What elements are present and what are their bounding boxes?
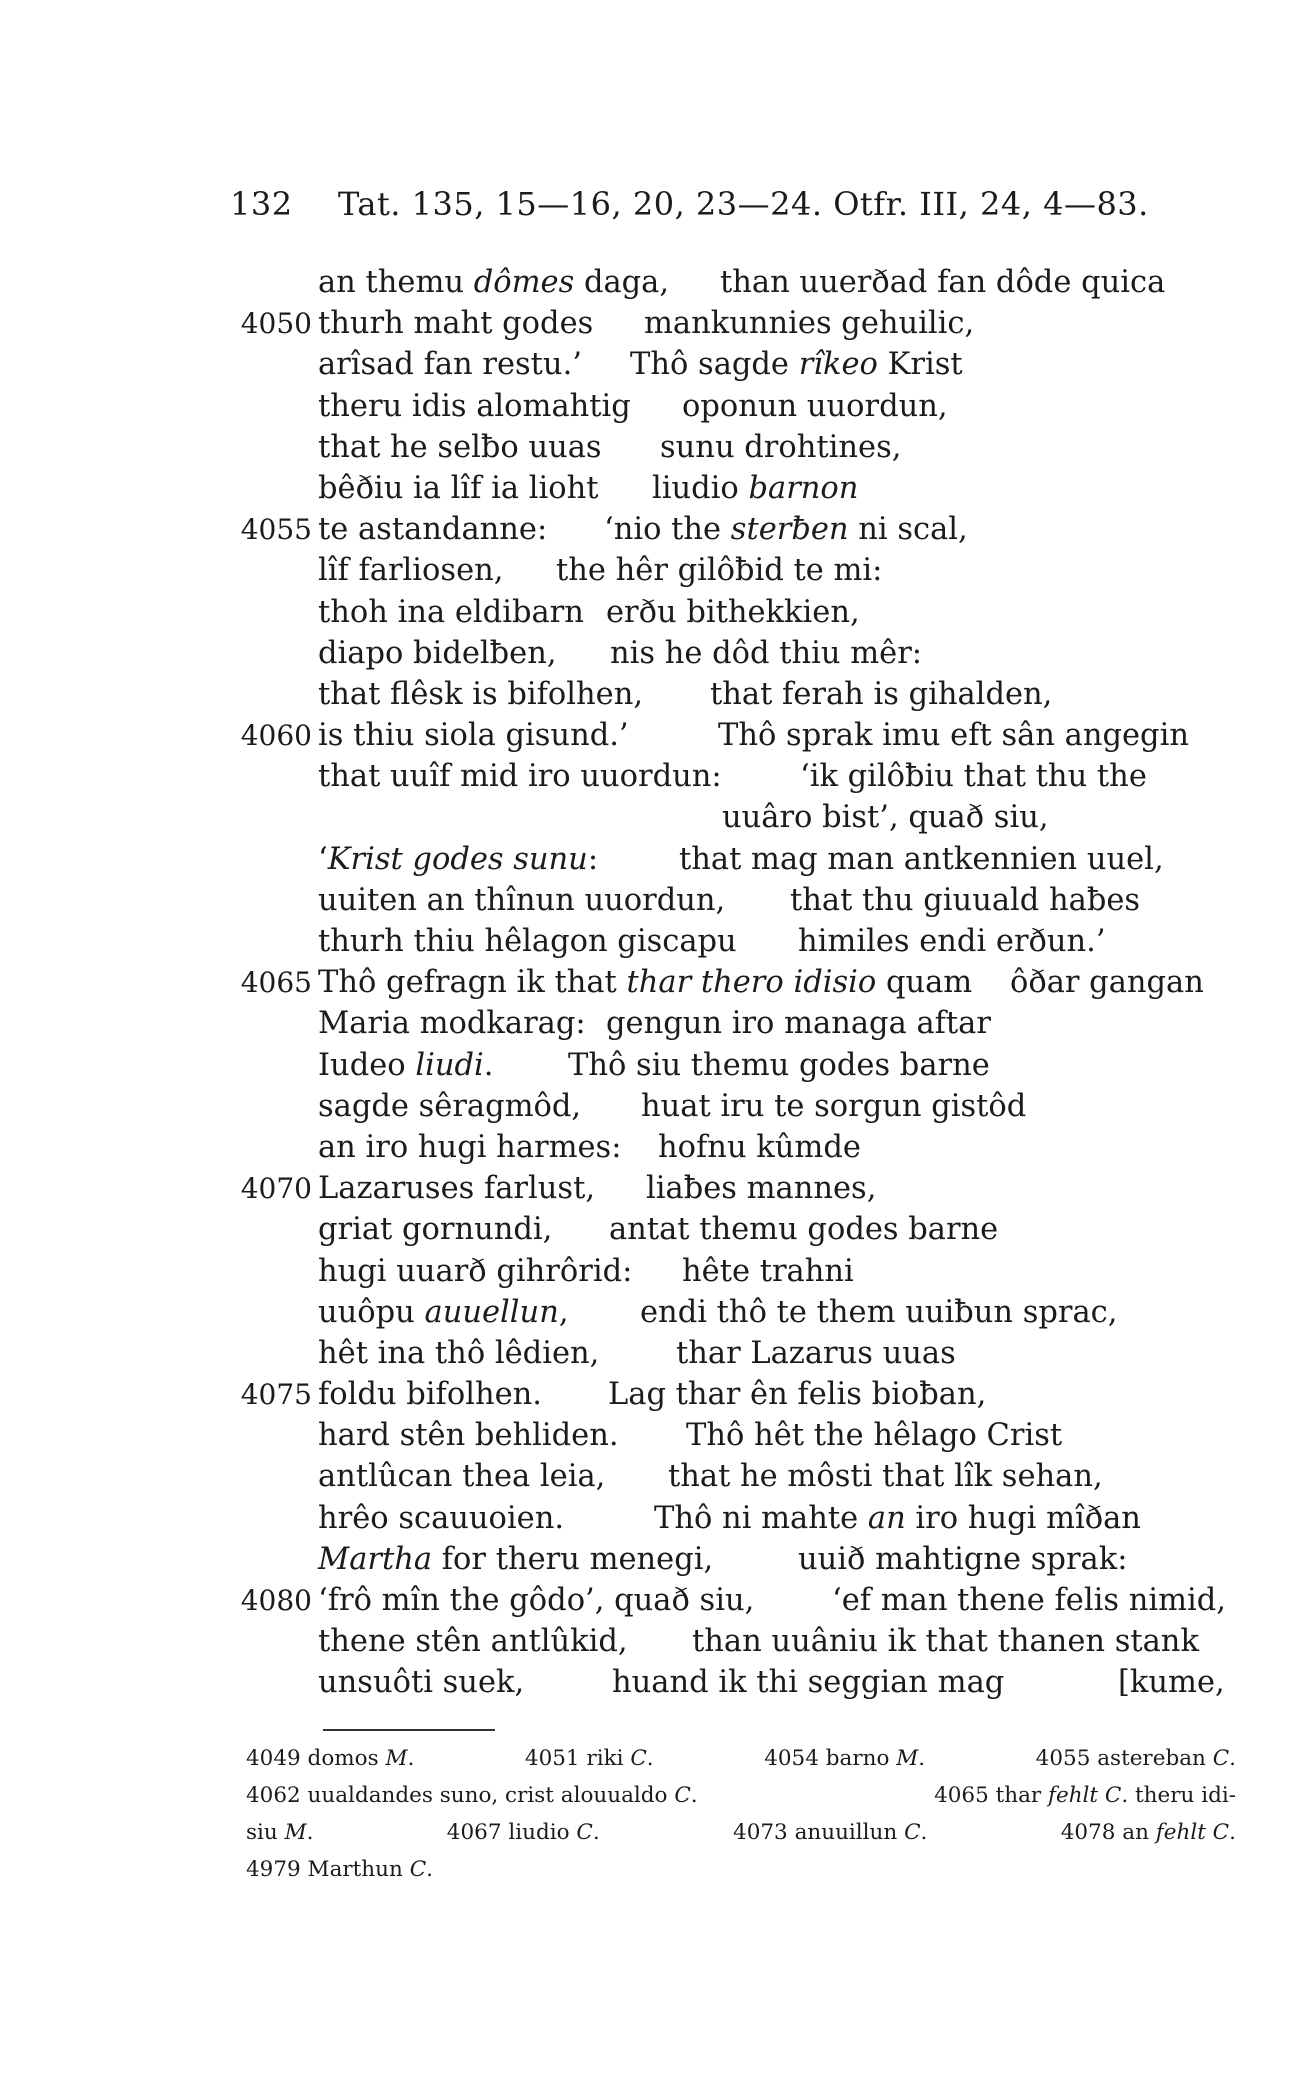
- verse-a-half: ‘frô mîn the gôdo’, quað siu,: [318, 1583, 755, 1618]
- verse-b-half: Thô siu themu godes barne: [568, 1047, 990, 1083]
- verse-b-half: ‘ef man thene felis nimid,: [832, 1583, 1226, 1618]
- line-tail: [kume,: [1118, 1665, 1225, 1701]
- line-number: 4070: [240, 1172, 312, 1206]
- verse-b-half: than uuâniu ik that thanen stank: [692, 1624, 1199, 1660]
- verse-b-half: the hêr gilôƀid te mi:: [556, 553, 883, 589]
- footnote-entry: 4067 liudio C.: [446, 1820, 600, 1845]
- verse-b-half: that mag man antkennien uuel,: [679, 841, 1164, 877]
- line-number: 4080: [240, 1584, 312, 1617]
- footnote-entry: 4055 astereban C.: [1035, 1746, 1236, 1771]
- verse-b-half: antat themu godes barne: [609, 1212, 999, 1248]
- verse-a-half: thurh maht godes: [318, 306, 594, 342]
- verse-a-half: uuiten an thînun uuordun,: [318, 882, 726, 918]
- verse-a-half: thene stên antlûkid,: [318, 1624, 628, 1660]
- verse-a-half: Iudeo liudi.: [318, 1047, 494, 1083]
- footnote-entry: siu M.: [246, 1820, 314, 1845]
- verse-b-half: gengun iro managa aftar: [606, 1006, 991, 1042]
- verse-a-half: an iro hugi harmes:: [318, 1129, 622, 1165]
- verse-b-half: Thô sagde rîkeo Krist: [630, 347, 963, 383]
- verse-a-half: an themu dômes daga,: [318, 265, 670, 300]
- footnotes: [246, 1740, 1236, 1888]
- footnote-entry: 4051 riki C.: [524, 1746, 654, 1771]
- verse-a-half: arîsad fan restu.’: [318, 347, 582, 383]
- verse-a-half: foldu bifolhen.: [318, 1377, 542, 1413]
- verse-a-half: antlûcan thea leia,: [318, 1459, 606, 1495]
- verse-a-half: unsuôti suek,: [318, 1665, 525, 1701]
- line-number: 4075: [240, 1378, 312, 1412]
- verse-b-half: that ferah is gihalden,: [710, 676, 1053, 712]
- verse-a-half: Lazaruses farlust,: [318, 1171, 596, 1207]
- verse-b-half: that thu giuuald haƀes: [790, 882, 1141, 918]
- verse-b-half: that he môsti that lîk sehan,: [668, 1459, 1103, 1495]
- verse-b-half: ‘ik gilôƀiu that thu the: [800, 759, 1147, 795]
- verse-a-half: theru idis alomahtig: [318, 388, 631, 424]
- footnote-line: [246, 1814, 1236, 1851]
- verse-a-half: ‘Krist godes sunu:: [318, 841, 599, 877]
- verse-a-half: Maria modkarag:: [318, 1006, 586, 1042]
- verse-a-half: sagde sêragmôd,: [318, 1088, 582, 1124]
- verse-a-half: thoh ina eldibarn: [318, 594, 584, 630]
- verse-a-half: that flêsk is bifolhen,: [318, 676, 644, 712]
- verse-b-half: uuið mahtigne sprak:: [798, 1541, 1128, 1577]
- verse-a-half: Thô gefragn ik that thar thero idisio quam: [318, 965, 973, 1001]
- verse-b-half: oponun uuordun,: [682, 388, 948, 424]
- page-header: [230, 185, 1149, 223]
- verse-b-half: endi thô te them uuiƀun sprac,: [640, 1294, 1118, 1330]
- verse-b-half: Lag thar ên felis bioƀan,: [608, 1377, 987, 1413]
- footnote-entry: 4073 anuuillun C.: [733, 1820, 928, 1845]
- footnote-entry: 4062 uualdandes suno, crist alouualdo C.: [246, 1783, 698, 1808]
- verse-a-half: thurh thiu hêlagon giscapu: [318, 924, 737, 959]
- verse-a-half: hrêo scauuoien.: [318, 1500, 565, 1536]
- verse-a-half: hêt ina thô lêdien,: [318, 1335, 600, 1371]
- verse-b-half: nis he dôd thiu mêr:: [610, 635, 923, 671]
- verse-b-half: liudio barnon: [652, 470, 859, 506]
- footnote-line: [246, 1740, 1236, 1777]
- verse-b-half: huand ik thi seggian mag: [612, 1665, 1005, 1701]
- verse-a-half: lîf farliosen,: [318, 553, 504, 589]
- verse-a-half: that he selƀo uuas: [318, 429, 602, 465]
- footnote-entry: 4065 thar fehlt C. theru idi-: [934, 1783, 1236, 1808]
- verse-a-half: griat gornundi,: [318, 1212, 553, 1248]
- verse-b-half: liaƀes mannes,: [646, 1171, 877, 1207]
- verse-b-half: ‘nio the sterƀen ni scal,: [604, 512, 968, 548]
- verse-b-half: than uuerðad fan dôde quica: [720, 265, 1166, 300]
- verse-a-half: te astandanne:: [318, 512, 548, 548]
- verse-b-half: mankunnies gehuilic,: [644, 306, 975, 342]
- verse-b-half: himiles endi erðun.’: [798, 924, 1106, 959]
- verse-b-half: huat iru te sorgun gistôd: [641, 1088, 1027, 1124]
- verse-a-half: Martha for theru menegi,: [318, 1541, 714, 1577]
- verse-a-half: uuôpu auuellun,: [318, 1294, 569, 1330]
- footnote-entry: 4078 an fehlt C.: [1060, 1820, 1236, 1845]
- verse-b-half: Thô hêt the hêlago Crist: [686, 1418, 1063, 1454]
- line-number: 4060: [240, 719, 312, 753]
- footnote-rule: [323, 1729, 495, 1731]
- verse-a-half: that uuîf mid iro uuordun:: [318, 759, 722, 795]
- footnote-line: [246, 1851, 1236, 1888]
- line-number: 4065: [240, 966, 312, 1000]
- verse-a-half: bêðiu ia lîf ia lioht: [318, 470, 599, 506]
- line-number: 4055: [240, 513, 312, 547]
- verse-b-half: Thô ni mahte an iro hugi mîðan: [654, 1500, 1141, 1536]
- verse-a-half: diapo bidelƀen,: [318, 635, 557, 671]
- page-reference: Tat. 135, 15—16, 20, 23—24. Otfr. III, 24, 4—83.: [338, 185, 1149, 223]
- footnote-entry: 4054 barno M.: [764, 1746, 926, 1771]
- verse-b-half: sunu drohtines,: [660, 429, 902, 465]
- footnote-entry: 4979 Marthun C.: [246, 1857, 433, 1882]
- verse-b-half: uuâro bist’, quað siu,: [722, 800, 1049, 836]
- verse-b-half: hête trahni: [682, 1253, 854, 1289]
- verse-b-half: Thô sprak imu eft sân angegin: [718, 718, 1189, 754]
- page-number: 132: [230, 185, 293, 223]
- verse-b-half: erðu bithekkien,: [606, 594, 860, 630]
- verse-b-half: ôðar gangan: [1010, 965, 1204, 1001]
- footnote-entry: 4049 domos M.: [246, 1746, 415, 1771]
- verse-a-half: hugi uuarð gihrôrid:: [318, 1253, 633, 1289]
- verse-b-half: hofnu kûmde: [658, 1129, 861, 1165]
- footnote-line: [246, 1777, 1236, 1814]
- line-number: 4050: [240, 307, 312, 341]
- verse-a-half: is thiu siola gisund.’: [318, 718, 629, 754]
- verse-a-half: hard stên behliden.: [318, 1418, 619, 1454]
- verse-b-half: thar Lazarus uuas: [676, 1335, 956, 1371]
